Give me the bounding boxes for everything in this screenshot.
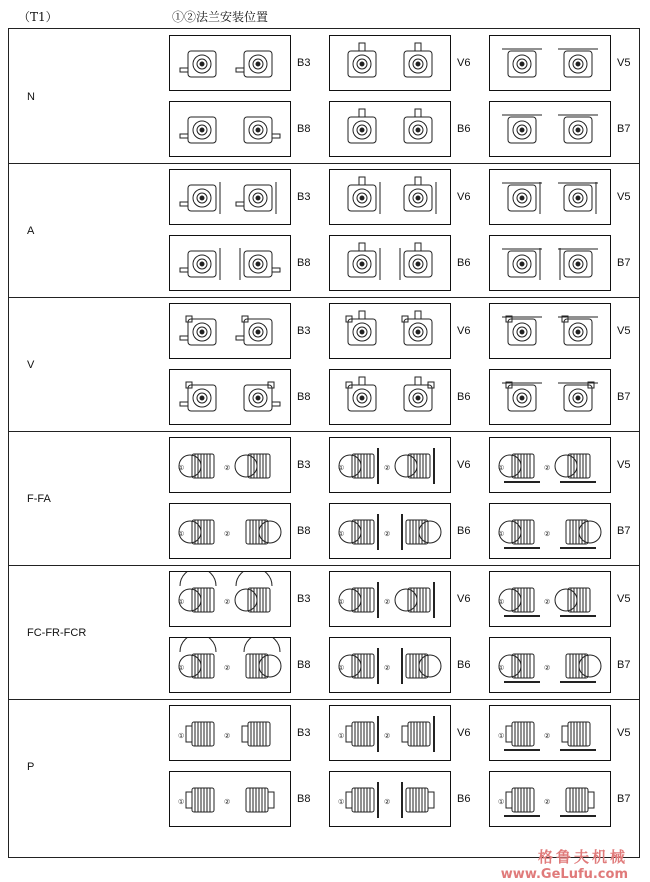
watermark-url: www.GeLufu.com <box>500 867 628 882</box>
mounting-diagram-cell <box>329 35 451 91</box>
mounting-diagram-cell <box>169 235 291 291</box>
marker-one: ① <box>178 664 185 672</box>
position-code: B8 <box>297 123 311 135</box>
marker-two: ② <box>544 732 551 740</box>
marker-two: ② <box>224 798 231 806</box>
position-code: B3 <box>297 325 311 337</box>
position-code: V6 <box>457 325 471 337</box>
mounting-diagram-cell <box>489 571 611 627</box>
mounting-diagram-cell <box>169 437 291 493</box>
marker-one: ① <box>338 464 345 472</box>
position-code: B3 <box>297 593 311 605</box>
gearbox-drawing <box>330 772 452 828</box>
mounting-diagram-cell <box>489 437 611 493</box>
mounting-diagram-cell <box>329 571 451 627</box>
gearbox-drawing <box>170 36 292 92</box>
marker-two: ② <box>384 530 391 538</box>
gearbox-drawing <box>330 572 452 628</box>
gearbox-drawing <box>490 772 612 828</box>
group-separator <box>9 431 639 432</box>
position-code: B3 <box>297 459 311 471</box>
position-code: B8 <box>297 525 311 537</box>
position-code: V6 <box>457 191 471 203</box>
gearbox-drawing <box>490 304 612 360</box>
mounting-diagram-cell <box>489 503 611 559</box>
group-separator <box>9 699 639 700</box>
marker-two: ② <box>224 732 231 740</box>
position-code: V5 <box>617 191 631 203</box>
gearbox-drawing <box>330 236 452 292</box>
mounting-diagram-cell <box>329 235 451 291</box>
mounting-diagram-cell <box>329 101 451 157</box>
gearbox-drawing <box>170 438 292 494</box>
gearbox-drawing <box>490 36 612 92</box>
mounting-diagram-cell <box>329 705 451 761</box>
watermark <box>501 846 628 882</box>
position-code: B6 <box>457 123 471 135</box>
position-code: V5 <box>617 727 631 739</box>
position-code: B6 <box>457 257 471 269</box>
position-code: V5 <box>617 325 631 337</box>
position-code: B8 <box>297 391 311 403</box>
marker-two: ② <box>384 598 391 606</box>
group-separator <box>9 297 639 298</box>
position-code: B7 <box>617 123 631 135</box>
position-code: V6 <box>457 459 471 471</box>
position-code: B8 <box>297 257 311 269</box>
position-code: B3 <box>297 727 311 739</box>
marker-two: ② <box>224 464 231 472</box>
marker-one: ① <box>338 664 345 672</box>
mounting-diagram-cell <box>169 101 291 157</box>
group-label: F-FA <box>27 493 51 505</box>
group-label: FC-FR-FCR <box>27 627 87 639</box>
marker-two: ② <box>224 598 231 606</box>
mounting-diagram-cell <box>489 303 611 359</box>
gearbox-drawing <box>330 36 452 92</box>
gearbox-drawing <box>490 504 612 560</box>
gearbox-drawing <box>170 102 292 158</box>
marker-two: ② <box>544 598 551 606</box>
group-label: P <box>27 761 35 773</box>
gearbox-drawing <box>170 772 292 828</box>
mounting-position-table <box>8 28 640 858</box>
mounting-diagram-cell <box>489 705 611 761</box>
gearbox-drawing <box>490 170 612 226</box>
group-label: V <box>27 359 35 371</box>
position-code: B7 <box>617 525 631 537</box>
marker-two: ② <box>544 530 551 538</box>
position-code: V5 <box>617 593 631 605</box>
mounting-diagram-cell <box>329 169 451 225</box>
gearbox-drawing <box>170 572 292 628</box>
position-code: B7 <box>617 391 631 403</box>
mounting-diagram-cell <box>489 369 611 425</box>
mounting-diagram-cell <box>489 101 611 157</box>
marker-one: ① <box>498 530 505 538</box>
gearbox-drawing <box>170 304 292 360</box>
marker-one: ① <box>338 798 345 806</box>
mounting-diagram-cell <box>489 637 611 693</box>
position-code: B6 <box>457 793 471 805</box>
mounting-diagram-cell <box>329 303 451 359</box>
header-table-id: （T1） <box>18 10 58 24</box>
position-code: B6 <box>457 525 471 537</box>
marker-one: ① <box>178 530 185 538</box>
mounting-diagram-cell <box>489 169 611 225</box>
marker-two: ② <box>544 464 551 472</box>
mounting-diagram-cell <box>489 235 611 291</box>
gearbox-drawing <box>170 504 292 560</box>
group-separator <box>9 163 639 164</box>
mounting-diagram-cell <box>329 369 451 425</box>
gearbox-drawing <box>330 370 452 426</box>
mounting-diagram-cell <box>329 437 451 493</box>
marker-one: ① <box>178 798 185 806</box>
gearbox-drawing <box>330 638 452 694</box>
group-label: A <box>27 225 35 237</box>
position-code: B6 <box>457 659 471 671</box>
marker-two: ② <box>384 664 391 672</box>
mounting-diagram-cell <box>489 35 611 91</box>
position-code: V6 <box>457 57 471 69</box>
gearbox-drawing <box>330 706 452 762</box>
mounting-diagram-cell <box>329 503 451 559</box>
gearbox-drawing <box>330 504 452 560</box>
marker-two: ② <box>544 664 551 672</box>
position-code: V6 <box>457 593 471 605</box>
gearbox-drawing <box>330 170 452 226</box>
marker-one: ① <box>498 732 505 740</box>
gearbox-drawing <box>490 572 612 628</box>
mounting-diagram-cell <box>329 771 451 827</box>
marker-two: ② <box>384 798 391 806</box>
gearbox-drawing <box>170 370 292 426</box>
mounting-diagram-cell <box>169 303 291 359</box>
position-code: B8 <box>297 793 311 805</box>
mounting-diagram-cell <box>329 637 451 693</box>
marker-one: ① <box>338 732 345 740</box>
marker-two: ② <box>544 798 551 806</box>
mounting-diagram-cell <box>169 637 291 693</box>
marker-one: ① <box>498 464 505 472</box>
gearbox-drawing <box>170 236 292 292</box>
gearbox-drawing <box>330 304 452 360</box>
mounting-diagram-cell <box>169 705 291 761</box>
position-code: B8 <box>297 659 311 671</box>
gearbox-drawing <box>490 370 612 426</box>
mounting-diagram-cell <box>169 369 291 425</box>
position-code: B3 <box>297 191 311 203</box>
marker-one: ① <box>338 598 345 606</box>
marker-one: ① <box>178 732 185 740</box>
header-title: ①②法兰安装位置 <box>172 10 269 24</box>
marker-two: ② <box>224 530 231 538</box>
gearbox-drawing <box>490 236 612 292</box>
marker-one: ① <box>498 598 505 606</box>
marker-one: ① <box>498 798 505 806</box>
gearbox-drawing <box>170 638 292 694</box>
gearbox-drawing <box>490 638 612 694</box>
mounting-diagram-cell <box>169 169 291 225</box>
marker-one: ① <box>178 598 185 606</box>
marker-two: ② <box>224 664 231 672</box>
mounting-diagram-cell <box>169 503 291 559</box>
marker-one: ① <box>498 664 505 672</box>
mounting-diagram-cell <box>169 571 291 627</box>
gearbox-drawing <box>490 102 612 158</box>
gearbox-drawing <box>490 438 612 494</box>
position-code: B7 <box>617 793 631 805</box>
gearbox-drawing <box>330 438 452 494</box>
marker-one: ① <box>178 464 185 472</box>
position-code: V6 <box>457 727 471 739</box>
marker-two: ② <box>384 732 391 740</box>
marker-two: ② <box>384 464 391 472</box>
mounting-diagram-cell <box>169 35 291 91</box>
position-code: B7 <box>617 659 631 671</box>
position-code: V5 <box>617 459 631 471</box>
gearbox-drawing <box>170 706 292 762</box>
group-label: N <box>27 91 35 103</box>
group-separator <box>9 565 639 566</box>
mounting-diagram-cell <box>169 771 291 827</box>
position-code: B7 <box>617 257 631 269</box>
position-code: B6 <box>457 391 471 403</box>
gearbox-drawing <box>330 102 452 158</box>
position-code: V5 <box>617 57 631 69</box>
position-code: B3 <box>297 57 311 69</box>
marker-one: ① <box>338 530 345 538</box>
gearbox-drawing <box>170 170 292 226</box>
watermark-brand: 格鲁夫机械 <box>537 848 628 866</box>
gearbox-drawing <box>490 706 612 762</box>
mounting-diagram-cell <box>489 771 611 827</box>
